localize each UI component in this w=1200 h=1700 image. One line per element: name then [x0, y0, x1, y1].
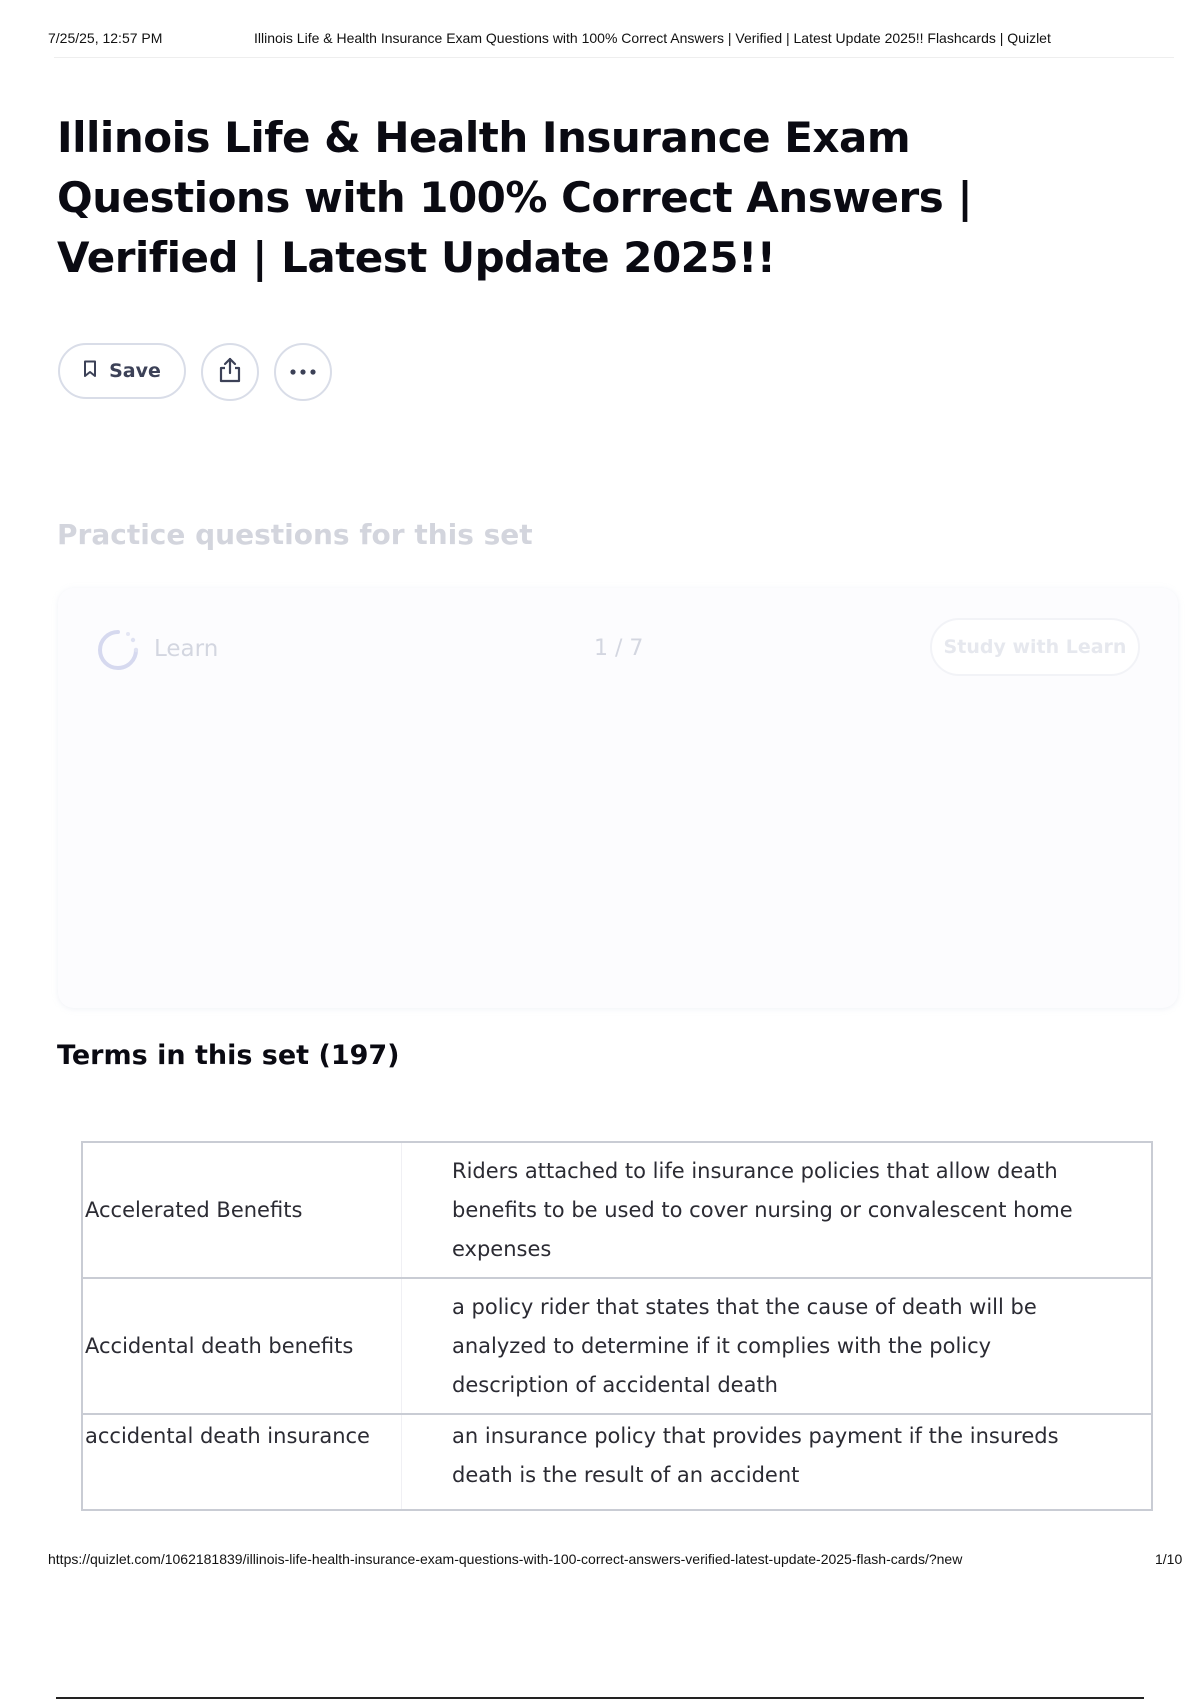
share-icon [217, 356, 243, 389]
table-row [83, 1415, 1151, 1509]
print-header [48, 30, 1170, 50]
save-button[interactable] [58, 343, 186, 399]
save-button-label: Save [109, 360, 161, 382]
definition-cell: an insurance policy that provides payment if the insureds death is the result of an accident [452, 1424, 1059, 1487]
share-button[interactable] [201, 343, 259, 401]
term-cell: Accelerated Benefits [83, 1143, 402, 1277]
study-with-learn-button[interactable]: Study with Learn [930, 618, 1140, 676]
terms-heading: Terms in this set (197) [57, 1040, 400, 1071]
question-counter: 1 / 7 [594, 636, 644, 661]
table-row [83, 1143, 1151, 1279]
learn-mode-icon [96, 628, 140, 677]
table-row [83, 1279, 1151, 1415]
print-datetime: 7/25/25, 12:57 PM [48, 30, 163, 46]
term-cell: Accidental death benefits [83, 1279, 402, 1413]
more-options-button[interactable] [274, 343, 332, 401]
practice-heading: Practice questions for this set [57, 518, 533, 551]
definition-cell: Riders attached to life insurance policies that allow death benefits to be used to cover nursing or convalescent home expenses [452, 1158, 1073, 1261]
page-title: Illinois Life & Health Insurance Exam Questions with 100% Correct Answers | Verified | Latest Update 2025!! [57, 113, 973, 282]
bookmark-icon [83, 360, 97, 383]
more-icon [289, 363, 317, 381]
page-bottom-divider [56, 1697, 1144, 1699]
print-footer [48, 1551, 1186, 1571]
learn-mode-label: Learn [154, 636, 219, 662]
terms-table [81, 1141, 1153, 1511]
print-document-title: Illinois Life & Health Insurance Exam Questions with 100% Correct Answers | Verified | Latest Update 2025!! Flashcards | Quizlet [254, 30, 1051, 46]
term-cell: accidental death insurance [83, 1415, 402, 1509]
definition-cell: a policy rider that states that the cause of death will be analyzed to determine if it complies with the policy description of accidental death [452, 1294, 1037, 1397]
print-url: https://quizlet.com/1062181839/illinois-life-health-insurance-exam-questions-with-100-correct-answers-verified-latest-update-2025-flash-cards/?new [48, 1551, 963, 1567]
header-divider [54, 57, 1174, 58]
page-indicator: 1/10 [1155, 1551, 1183, 1567]
practice-card [58, 588, 1178, 1008]
